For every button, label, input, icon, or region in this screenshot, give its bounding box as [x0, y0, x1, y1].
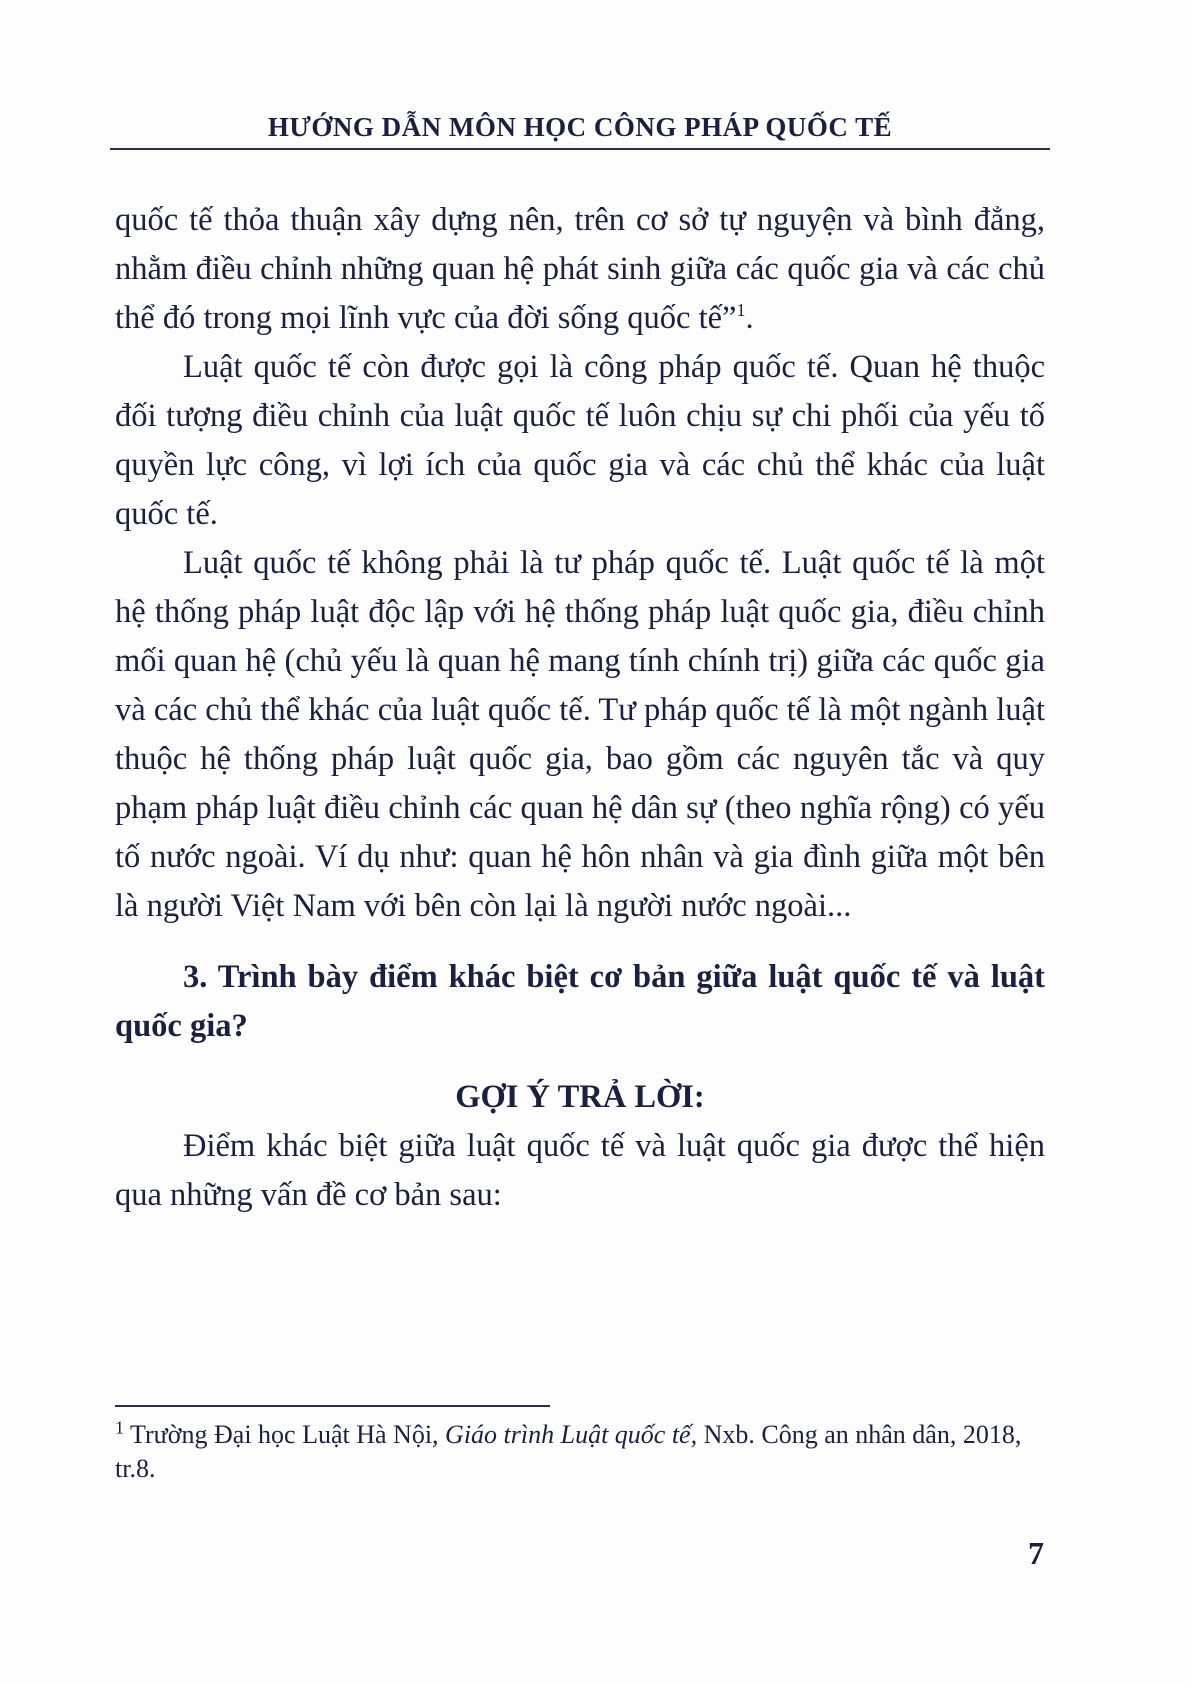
- running-header: HƯỚNG DẪN MÔN HỌC CÔNG PHÁP QUỐC TẾ: [267, 112, 893, 142]
- header-divider: [110, 148, 1050, 150]
- footnote-divider: [115, 1405, 550, 1407]
- question-heading: 3. Trình bày điểm khác biệt cơ bản giữa luật quốc tế và luật quốc gia?: [115, 959, 1045, 1044]
- footnote-text: Trường Đại học Luật Hà Nội,: [124, 1420, 446, 1449]
- paragraph-continuation: [115, 196, 1045, 343]
- footnote-book-title: Giáo trình Luật quốc tế,: [445, 1420, 698, 1449]
- footnote-text-end: Nxb. Công an nhân dân, 2018, tr.8.: [115, 1420, 1022, 1483]
- main-text: [115, 196, 1045, 1220]
- paragraph-private-law: Luật quốc tế không phải là tư pháp quốc tế. Luật quốc tế là một hệ thống pháp luật độc lập với hệ thống pháp luật quốc gia, điều chỉnh mối quan hệ (chủ yếu là quan hệ mang tính chính trị) giữa các quốc gia và các chủ thể khác của luật quốc tế. Tư pháp quốc tế là một ngành luật thuộc hệ thống pháp luật quốc gia, bao gồm các nguyên tắc và quy phạm pháp luật điều chỉnh các quan hệ dân sự (theo nghĩa rộng) có yếu tố nước ngoài. Ví dụ như: quan hệ hôn nhân và gia đình giữa một bên là người Việt Nam với bên còn lại là người nước ngoài...: [115, 545, 1045, 924]
- answer-heading: GỢI Ý TRẢ LỜI:: [455, 1079, 705, 1115]
- punctuation: .: [745, 300, 754, 336]
- paragraph-answer-intro: Điểm khác biệt giữa luật quốc tế và luật quốc gia được thể hiện qua những vấn đề cơ bản sau:: [115, 1128, 1045, 1213]
- page-number: 7: [1028, 1535, 1044, 1571]
- paragraph-public-law: Luật quốc tế còn được gọi là công pháp quốc tế. Quan hệ thuộc đối tượng điều chỉnh của luật quốc tế luôn chịu sự chi phối của yếu tố quyền lực công, vì lợi ích của quốc gia và các chủ thể khác của luật quốc tế.: [115, 349, 1045, 532]
- footnote-number: 1: [115, 1417, 124, 1438]
- footnote: [115, 1418, 1050, 1486]
- paragraph-text: quốc tế thỏa thuận xây dựng nên, trên cơ sở tự nguyện và bình đẳng, nhằm điều chỉnh những quan hệ phát sinh giữa các quốc gia và các chủ thể đó trong mọi lĩnh vực của đời sống quốc tế”: [115, 202, 1045, 336]
- footnote-ref: 1: [736, 300, 746, 321]
